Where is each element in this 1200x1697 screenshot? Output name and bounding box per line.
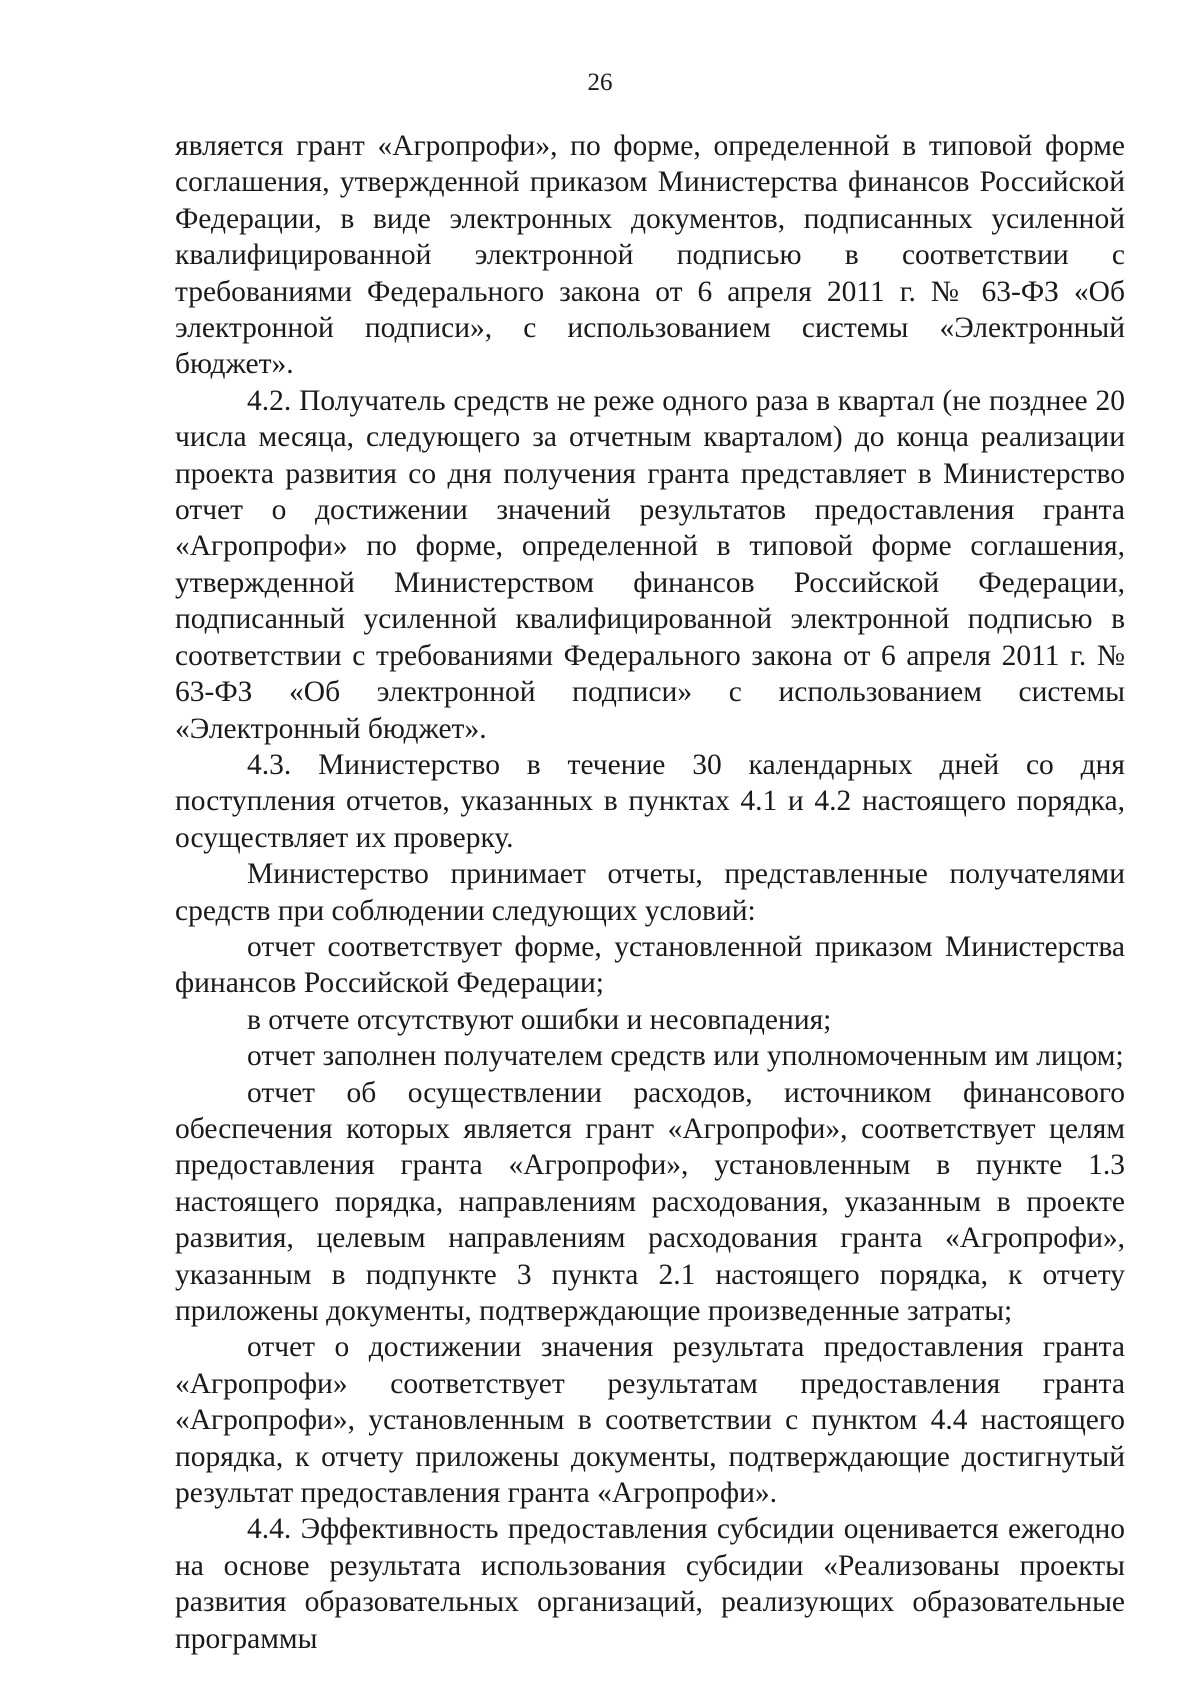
condition-filled-by: отчет заполнен получателем средств или уполномоченным им лицом;: [247, 1040, 1124, 1073]
paragraph-4-4: 4.4. Эффективность предоставления субсидии оценивается ежегодно на основе результата использования субсидии «Реализованы проекты развития образовательных организаций, реализующих образовательные программы: [175, 1513, 1125, 1655]
condition-result-report: отчет о достижении значения результата предоставления гранта «Агропрофи» соответствует результатам предоставления гранта «Агропрофи», установленным в соответствии с пунктом 4.4 настоящего порядка, к отчету приложены документы, подтверждающие достигнутый результат предоставления гранта «Агропрофи».: [175, 1331, 1125, 1510]
paragraph-4-2: 4.2. Получатель средств не реже одного раза в квартал (не позднее 20 числа месяца, следующего за отчетным кварталом) до конца реализации проекта развития со дня получения гранта представляет в Министерство отчет о достижении значений результатов предоставления гранта «Агропрофи» по форме, определенной в типовой форме соглашения, утвержденной Министерством финансов Российской Федерации, подписанный усиленной квалифицированной электронной подписью в соответствии с требованиями Федерального закона от 6 апреля 2011 г. № 63-ФЗ «Об электронной подписи» с использованием системы «Электронный бюджет».: [175, 384, 1125, 745]
paragraph-4-3: 4.3. Министерство в течение 30 календарных дней со дня поступления отчетов, указанных в пунктах 4.1 и 4.2 настоящего порядка, осуществляет их проверку.: [175, 748, 1125, 854]
document-body: [175, 128, 1125, 1657]
condition-no-errors: в отчете отсутствуют ошибки и несовпадения;: [247, 1003, 832, 1036]
condition-expenses-report: отчет об осуществлении расходов, источником финансового обеспечения которых является грант «Агропрофи», соответствует целям предоставления гранта «Агропрофи», установленным в пункте 1.3 настоящего порядка, направлениям расходования, указанным в проекте развития, целевым направлениям расходования гранта «Агропрофи», указанным в подпункте 3 пункта 2.1 настоящего порядка, к отчету приложены документы, подтверждающие произведенные затраты;: [175, 1076, 1125, 1327]
condition-form: отчет соответствует форме, установленной приказом Министерства финансов Российской Федерации;: [175, 930, 1125, 1000]
page-number: 26: [587, 69, 613, 96]
paragraph-continuation: является грант «Агропрофи», по форме, определенной в типовой форме соглашения, утвержденной приказом Министерства финансов Российской Федерации, в виде электронных документов, подписанных усиленной квалифицированной электронной подписью в соответствии с требованиями Федерального закона от 6 апреля 2011 г. № 63-ФЗ «Об электронной подписи», с использованием системы «Электронный бюджет».: [175, 130, 1125, 381]
paragraph-acceptance-conditions: Министерство принимает отчеты, представленные получателями средств при соблюдении следующих условий:: [175, 858, 1125, 927]
